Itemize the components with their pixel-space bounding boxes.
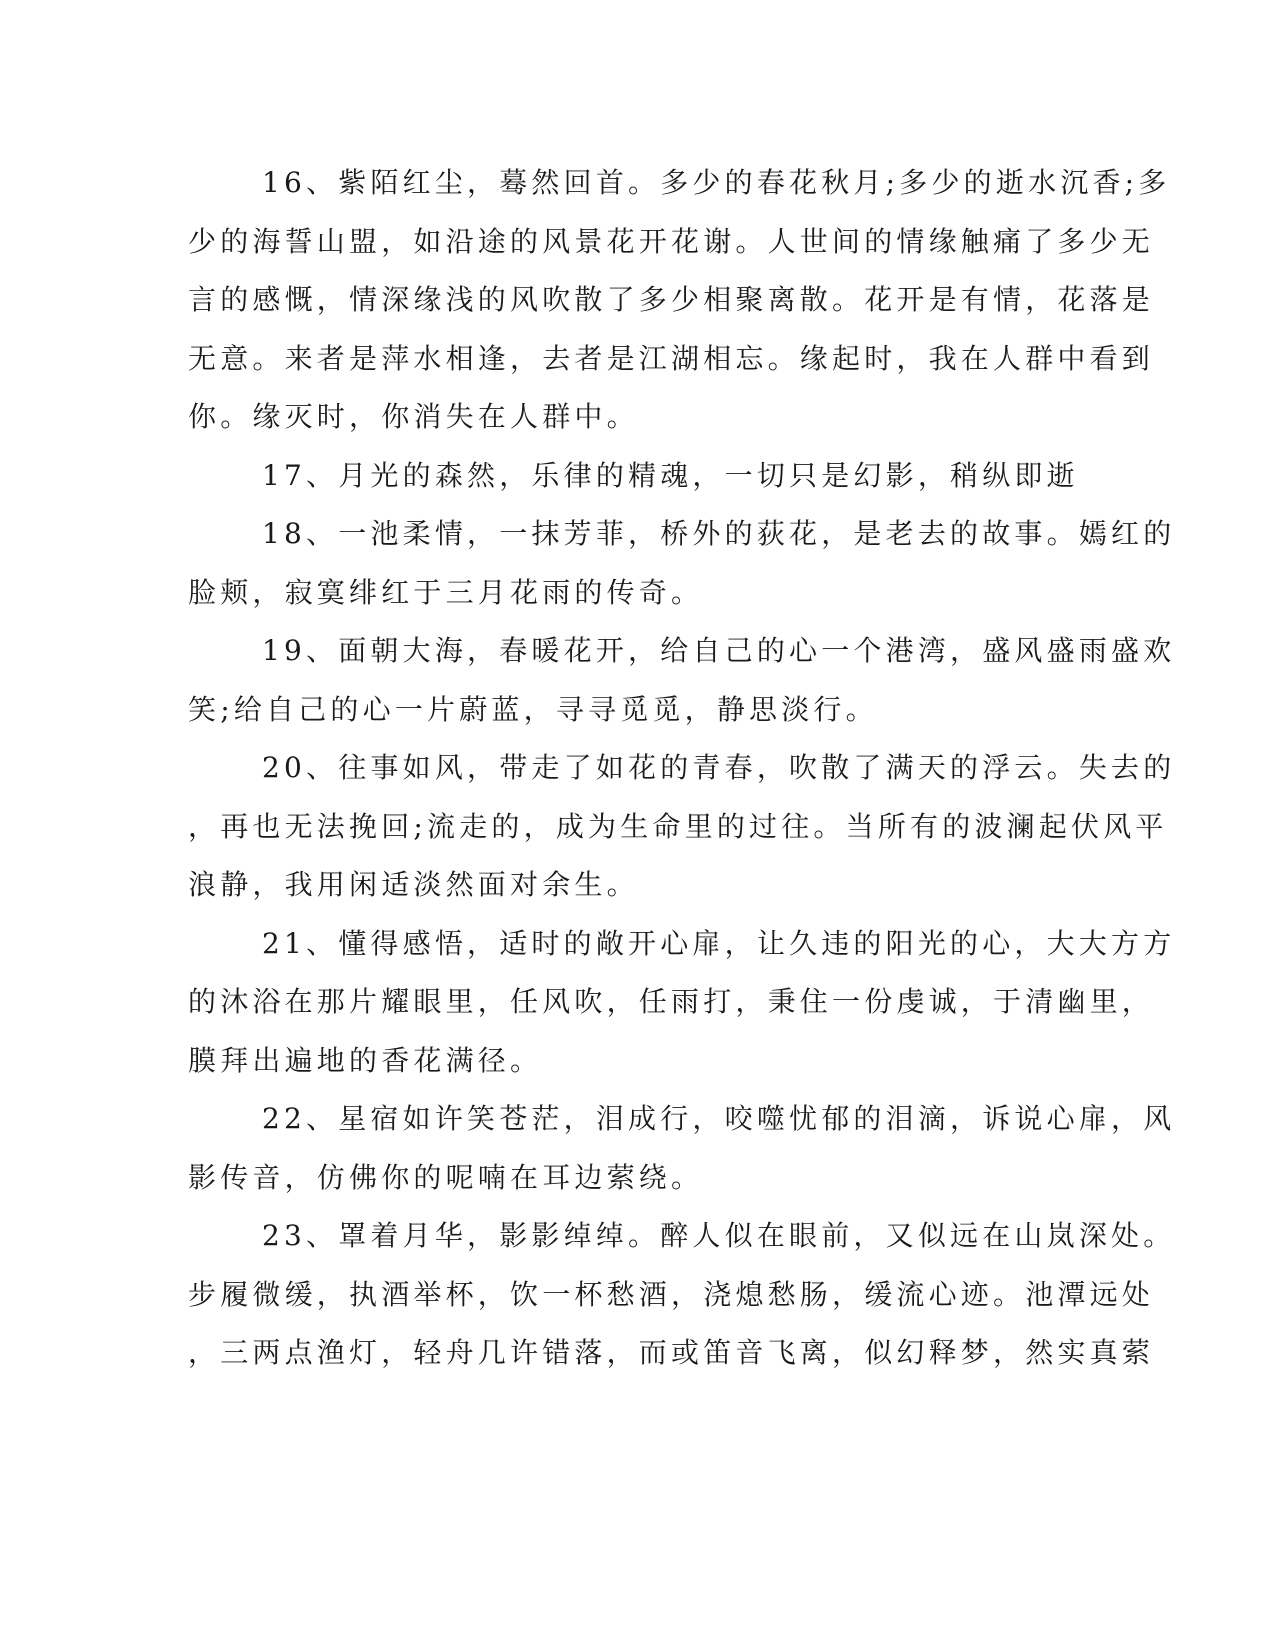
paragraph-16-line-4: 无意。来者是萍水相逢，去者是江湖相忘。缘起时，我在人群中看到: [188, 342, 1155, 375]
paragraph-20-line-3: 浪静，我用闲适淡然面对余生。: [188, 868, 639, 901]
paragraph-17-line-1: 17、月光的森然，乐律的精魂，一切只是幻影，稍纵即逝: [262, 459, 1079, 492]
paragraph-23-line-1: 23、罩着月华，影影绰绰。醉人似在眼前，又似远在山岚深处。: [262, 1219, 1176, 1252]
paragraph-18-line-2: 脸颊，寂寞绯红于三月花雨的传奇。: [188, 576, 704, 609]
paragraph-20-line-2: ，再也无法挽回;流走的，成为生命里的过往。当所有的波澜起伏风平: [188, 810, 1168, 843]
paragraph-16-line-2: 少的海誓山盟，如沿途的风景花开花谢。人世间的情缘触痛了多少无: [188, 225, 1155, 258]
paragraph-22-line-2: 影传音，仿佛你的呢喃在耳边萦绕。: [188, 1161, 704, 1194]
paragraph-16-line-3: 言的感慨，情深缘浅的风吹散了多少相聚离散。花开是有情，花落是: [188, 283, 1155, 316]
paragraph-21-line-3: 膜拜出遍地的香花满径。: [188, 1044, 543, 1077]
paragraph-21-line-1: 21、懂得感悟，适时的敞开心扉，让久违的阳光的心，大大方方: [262, 927, 1176, 960]
paragraph-19-line-2: 笑;给自己的心一片蔚蓝，寻寻觅觅，静思淡行。: [188, 693, 878, 726]
paragraph-16-line-1: 16、紫陌红尘，蓦然回首。多少的春花秋月;多少的逝水沉香;多: [262, 166, 1171, 199]
paragraph-19-line-1: 19、面朝大海，春暖花开，给自己的心一个港湾，盛风盛雨盛欢: [262, 634, 1176, 667]
paragraph-16-line-5: 你。缘灭时，你消失在人群中。: [188, 400, 639, 433]
paragraph-23-line-2: 步履微缓，执酒举杯，饮一杯愁酒，浇熄愁肠，缓流心迹。池潭远处: [188, 1278, 1155, 1311]
paragraph-22-line-1: 22、星宿如许笑苍茫，泪成行，咬噬忧郁的泪滴，诉说心扉，风: [262, 1102, 1176, 1135]
paragraph-18-line-1: 18、一池柔情，一抹芳菲，桥外的荻花，是老去的故事。嫣红的: [262, 517, 1176, 550]
paragraph-20-line-1: 20、往事如风，带走了如花的青春，吹散了满天的浮云。失去的: [262, 751, 1176, 784]
paragraph-23-line-3: ，三两点渔灯，轻舟几许错落，而或笛音飞离，似幻释梦，然实真萦: [188, 1336, 1155, 1369]
paragraph-21-line-2: 的沐浴在那片耀眼里，任风吹，任雨打，秉住一份虔诚，于清幽里，: [188, 985, 1155, 1018]
